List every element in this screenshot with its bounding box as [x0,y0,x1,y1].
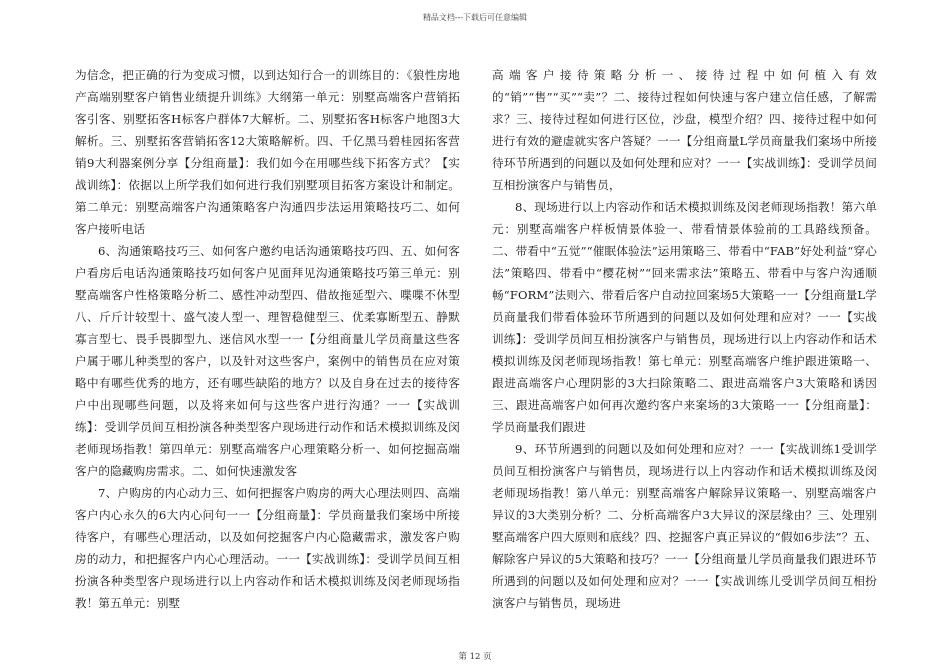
paragraph: 9、环节所遇到的问题以及如何处理和应对？一一【实战训练1受训学员间互相扮演客户与销售员，现场进行以上内容动作和话术模拟训练及闵老师现场指教！第八单元：别墅高端客户解除异议策略一、别墅高端客户异议的3大类别分析？二、分析高端客户3大异议的深层缘由？三、处理别墅高端客户四大原则和底线？四、挖掘客户真正异议的“假如6步法”？五、解除客户异议的5大策略和技巧？一一【分组商量儿学员商量我们跟进环节所遇到的问题以及如何处理和应对？一一【实战训练儿受训学员间互相扮演客户与销售员，现场进 [492,442,877,610]
paragraph: 高端客户接待策略分析一、接待过程中如何植入有效的“销”“售”“买”“卖”？二、接待过程如何快速与客户建立信任感，了解需求？三、接待过程如何进行区位，沙盘，模型介绍？四、接待过程中如何进行有效的避虚就实客户答疑？一一【分组商量L学员商量我们案场中所接待环节所遇到的问题以及如何处理和应对？一一【实战训练】：受训学员间互相扮演客户与销售员， [492,68,877,192]
paragraph: 8、现场进行以上内容动作和话术模拟训练及闵老师现场指教！第六单元：别墅高端客户样板情景体验一、带看情景体验前的工具路线预备。二、带看中“五觉”“催眠体验法”运用策略三、带看中“FAB”好处利益“穿心法”策略四、带看中“樱花树”“回来需求法”策略五、带看中与客户沟通顺畅“FORM”法则六、带看后客户自动拉回案场5大策略一一【分组商量L学员商量我们带看体验环节所遇到的问题以及如何处理和应对？一一【实战训练】：受训学员间互相扮演客户与销售员，现场进行以上内容动作和话术模拟训练及闵老师现场指教！第七单元：别墅高端客户维护跟进策略一、跟进高端客户心理阴影的3大扫除策略二、跟进高端客户3大策略和诱因三、跟进高端客户如何再次邀约客户来案场的3大策略一一【分组商量】：学员商量我们跟进 [492,200,877,434]
paragraph: 6、沟通策略技巧三、如何客户邀约电话沟通策略技巧四、五、如何客户看房后电话沟通策略技巧如何客户见面拜见沟通策略技巧第三单元：别墅高端客户性格策略分析二、感性冲动型四、借故拖延型六、喋喋不休型八、斤斤计较型十、盛气凌人型一、理智稳健型三、优柔寡断型五、静默寡言型七、畏手畏脚型九、迷信风水型一一【分组商量儿学员商量这些客户属于哪儿种类型的客户，以及针对这些客户，案例中的销售员在应对策略中有哪些优秀的地方，还有哪些缺陷的地方？以及自身在过去的接待客户中出现哪些问题，以及将来如何与这些客户进行沟通？一一【实战训练】：受训学员间互相扮演各种类型客户现场进行动作和话术模拟训练及闵老师现场指教！第四单元：别墅高端客户心理策略分析一、如何挖掘高端客户的隐藏购房需求。二、如何快速激发客 [75,244,460,478]
page-header: 精品文档---下载后可任意编辑 [422,13,528,22]
paragraph: 7、户购房的内心动力三、如何把握客户购房的两大心理法则四、高端客户内心永久的6大内心问句一一【分组商量】：学员商量我们案场中所接待客户，有哪些心理活动，以及如何挖掘客户内心隐藏需求，激发客户购房的动力，和把握客户内心心理活动。一一【实战训练】：受训学员间互相扮演各种类型客户现场进行以上内容动作和话术模拟训练及闵老师现场指教！第五单元：别墅 [75,486,460,610]
paragraph: 为信念，把正确的行为变成习惯，以到达知行合一的训练目的：《狼性房地产高端别墅客户销售业绩提升训练》大纲第一单元：别墅高端客户营销拓客引客、别墅拓客H标客户群体7大解析。二、别墅拓客H标客户地图3大解析。三、别墅拓客营销拓客12大策略解析。四、千亿黑马碧桂园拓客营销9大利器案例分享【分组商量】：我们如今在用哪些线下拓客方式？【实战训练】：依据以上所学我们如何进行我们别墅项目拓客方案设计和制定。第二单元：别墅高端客户沟通策略客户沟通四步法运用策略技巧二、如何客户接听电话 [75,68,460,236]
left-column [75,64,460,614]
right-column [492,64,877,614]
page-number: 第 12 页 [458,652,492,662]
